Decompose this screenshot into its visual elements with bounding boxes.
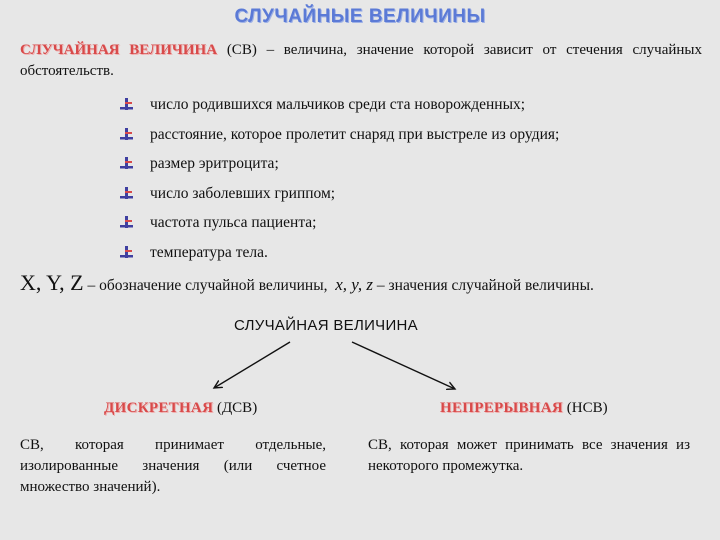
definition-abbr: (СВ) bbox=[226, 42, 257, 58]
notation-lower-text: – значения случайной величины. bbox=[376, 277, 594, 294]
notation-upper: X, Y, Z bbox=[20, 270, 84, 295]
example-text: число родившихся мальчиков среди ста новорожденных; bbox=[150, 96, 526, 113]
branch-right-title bbox=[440, 400, 608, 417]
example-text: расстояние, которое пролетит снаряд при выстреле из орудия; bbox=[150, 125, 560, 143]
definition-text: – величина, значение которой зависит от стечения случайных обстоятельств. bbox=[20, 42, 702, 79]
branch-left-desc: СВ, которая принимает отдельные, изолированные значения (или счетное множество значений). bbox=[20, 437, 326, 495]
branch-right-abbr: (НСВ) bbox=[566, 400, 608, 416]
branch-left-title bbox=[104, 400, 257, 417]
branch-left-abbr: (ДСВ) bbox=[216, 400, 258, 416]
notation-lower: x, y, z bbox=[335, 275, 374, 294]
arrow-left bbox=[214, 342, 290, 388]
diagram-root: СЛУЧАЙНАЯ ВЕЛИЧИНА bbox=[234, 317, 418, 334]
arrow-right bbox=[352, 342, 455, 389]
definition-term: СЛУЧАЙНАЯ ВЕЛИЧИНА bbox=[20, 42, 218, 58]
page-title: СЛУЧАЙНЫЕ ВЕЛИЧИНЫ bbox=[234, 6, 486, 27]
branch-right-term: НЕПРЕРЫВНАЯ bbox=[440, 400, 564, 416]
branch-left-term: ДИСКРЕТНАЯ bbox=[104, 400, 214, 416]
example-text: частота пульса пациента; bbox=[150, 214, 317, 231]
example-text: число заболевших гриппом; bbox=[150, 184, 336, 202]
example-text: размер эритроцита; bbox=[150, 155, 279, 172]
notation-upper-text: – обозначение случайной величины, bbox=[87, 277, 328, 294]
example-text: температура тела. bbox=[150, 243, 268, 261]
branch-right-desc: СВ, которая может принимать все значения из некоторого промежутка. bbox=[368, 437, 690, 474]
